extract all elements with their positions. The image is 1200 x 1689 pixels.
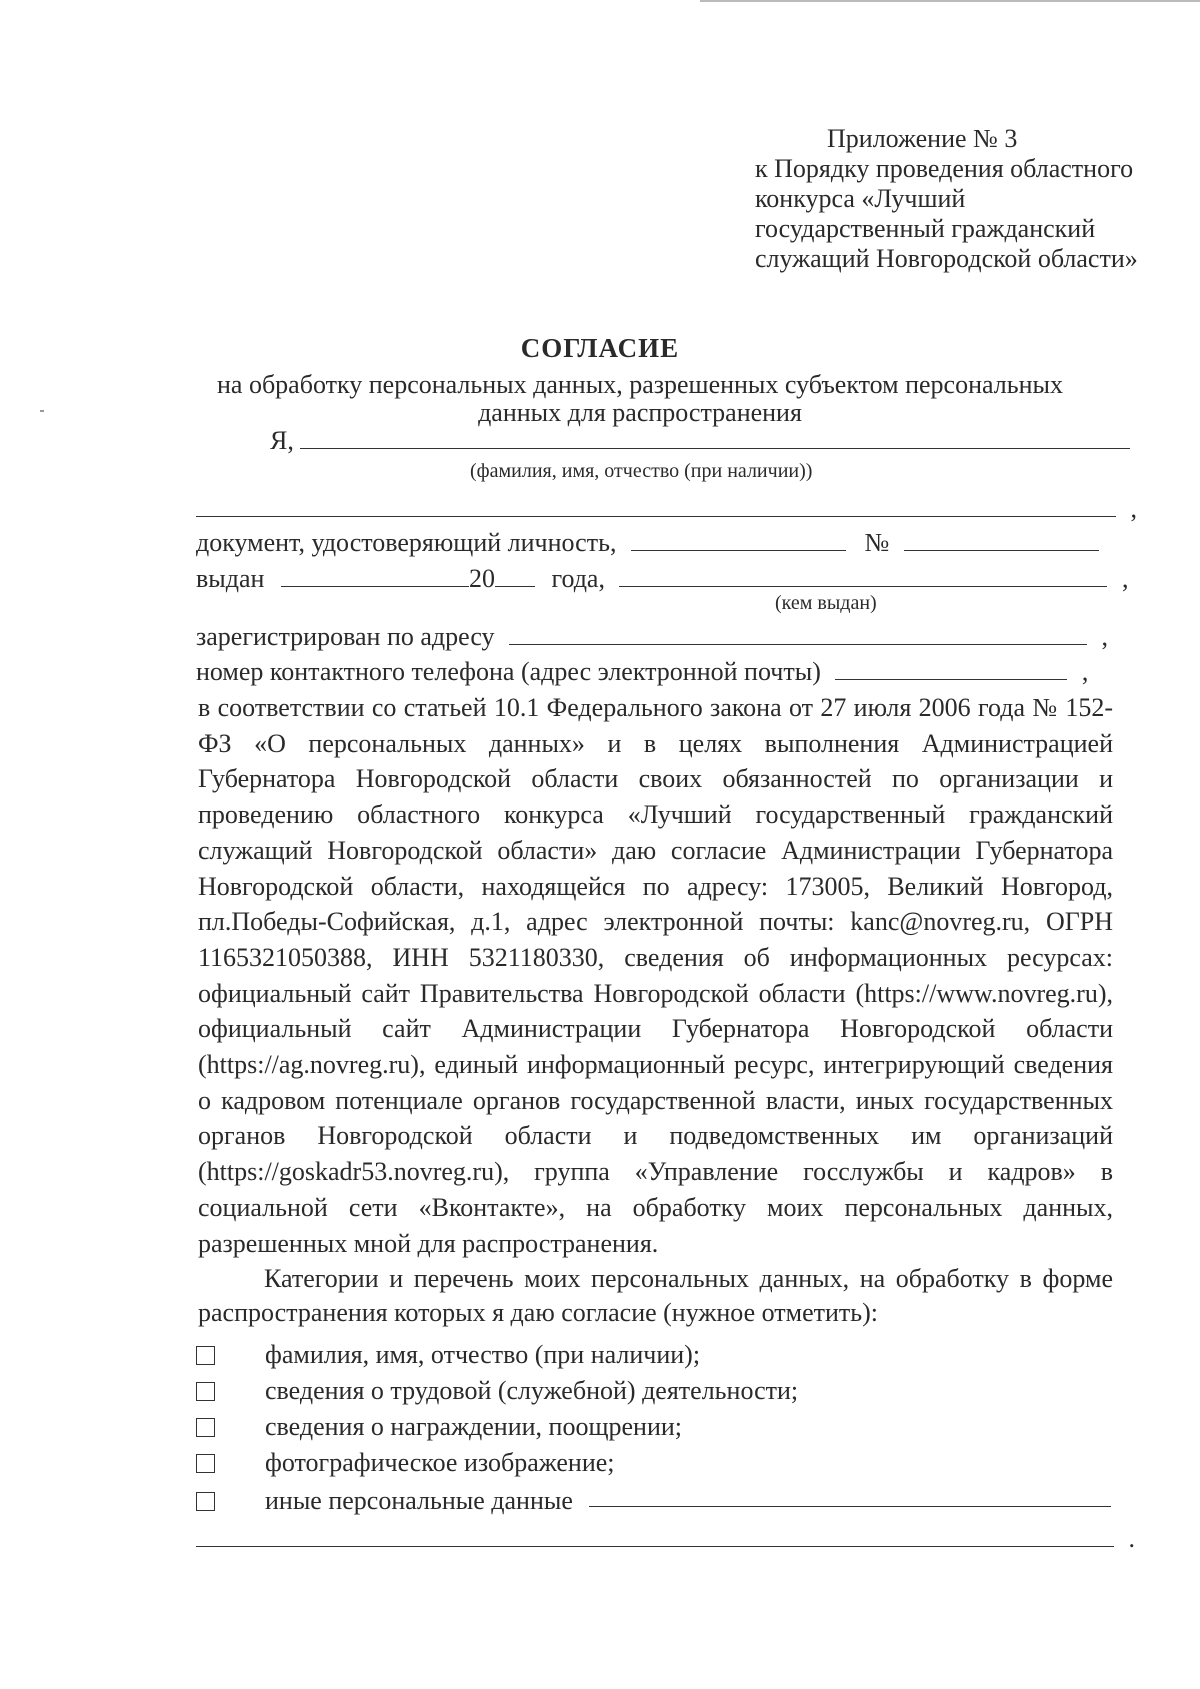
comma-1: ,	[1130, 494, 1137, 523]
category-item	[196, 1338, 700, 1370]
phone-row	[196, 655, 1088, 687]
year-prefix: 20	[468, 564, 495, 593]
appendix-text: к Порядку проведения областного конкурса «Лучший государственный гражданский служащий Новгородской области»	[755, 154, 1138, 273]
category-label: сведения о награждении, поощрении;	[265, 1412, 682, 1442]
checkbox[interactable]	[196, 1346, 215, 1365]
document-number-field[interactable]	[904, 526, 1099, 551]
checkbox[interactable]	[196, 1454, 215, 1473]
category-item	[196, 1446, 615, 1478]
other-data-row-2	[196, 1522, 1135, 1554]
issued-date-field[interactable]	[281, 562, 469, 587]
comma-2: ,	[1121, 564, 1129, 593]
period: .	[1128, 1524, 1135, 1553]
number-sign: №	[864, 528, 890, 557]
address-field[interactable]	[509, 620, 1087, 645]
appendix-number: Приложение № 3	[827, 124, 1018, 153]
document-label: документ, удостоверяющий личность,	[196, 528, 617, 557]
document-type-field[interactable]	[631, 526, 846, 551]
address-row	[196, 620, 1108, 652]
consent-paragraph: в соответствии со статьей 10.1 Федерального закона от 27 июля 2006 года № 152-ФЗ «О персональных данных» и в целях выполнения Администрацией Губернатора Новгородской области своих обязанностей по организации и проведению областного конкурса «Лучший государственный гражданский служащий Новгородской области» даю согласие Администрации Губернатора Новгородской области, находящейся по адресу: 173005, Великий Новгород, пл.Победы-Софийская, д.1, адрес электронной почты: kanc@novreg.ru, ОГРН 1165321050388, ИНН 5321180330, сведения об информационных ресурсах: официальный сайт Правительства Новгородской области (https://www.novreg.ru), официальный сайт Администрации Губернатора Новгородской области (https://ag.novreg.ru), единый информационный ресурс, интегрирующий сведения о кадровом потенциале органов государственной власти, иных государственных органов Новгородской области и подведомственных им организаций (https://goskadr53.novreg.ru), группа «Управление госслужбы и кадров» в социальной сети «Вконтакте», на обработку моих персональных данных, разрешенных мной для распространения.	[198, 693, 1113, 1258]
fio-row-2	[196, 492, 1137, 524]
address-label: зарегистрирован по адресу	[196, 622, 495, 651]
category-item	[196, 1482, 1111, 1516]
category-label: фамилия, имя, отчество (при наличии);	[265, 1340, 701, 1370]
comma-4: ,	[1081, 657, 1089, 686]
year-label: года,	[551, 564, 605, 593]
fio-row	[270, 424, 1130, 456]
issued-by-field[interactable]	[619, 562, 1107, 587]
other-data-field-2[interactable]	[196, 1522, 1114, 1547]
ya-label: Я,	[270, 426, 294, 455]
document-title: СОГЛАСИЕ	[520, 333, 680, 363]
scan-edge-line	[700, 0, 1200, 2]
issued-label: выдан	[196, 564, 265, 593]
document-subtitle: на обработку персональных данных, разрешенных субъектом персональных данных для распространения	[217, 370, 1063, 427]
category-label: иные персональные данные	[265, 1486, 573, 1516]
appendix-block	[755, 124, 1155, 274]
categories-intro: Категории и перечень моих персональных данных, на обработку в форме распространения которых я даю согласие (нужное отметить):	[198, 1264, 1113, 1327]
issued-by-hint: (кем выдан)	[775, 592, 877, 614]
checkbox[interactable]	[196, 1382, 215, 1401]
other-data-field[interactable]	[589, 1482, 1111, 1507]
category-item	[196, 1374, 798, 1406]
document-row	[196, 526, 1099, 558]
scan-speck	[40, 410, 44, 412]
issued-year-field[interactable]	[495, 562, 535, 587]
fio-field[interactable]	[300, 424, 1130, 449]
phone-label: номер контактного телефона (адрес электронной почты)	[196, 657, 821, 686]
comma-3: ,	[1101, 622, 1109, 651]
category-label: фотографическое изображение;	[265, 1448, 615, 1478]
fio-hint: (фамилия, имя, отчество (при наличии))	[470, 460, 813, 482]
category-label: сведения о трудовой (служебной) деятельности;	[265, 1376, 799, 1406]
fio-field-2[interactable]	[196, 492, 1116, 517]
issued-row	[196, 562, 1128, 594]
checkbox[interactable]	[196, 1492, 215, 1511]
checkbox[interactable]	[196, 1418, 215, 1437]
category-item	[196, 1410, 682, 1442]
phone-field[interactable]	[835, 655, 1067, 680]
